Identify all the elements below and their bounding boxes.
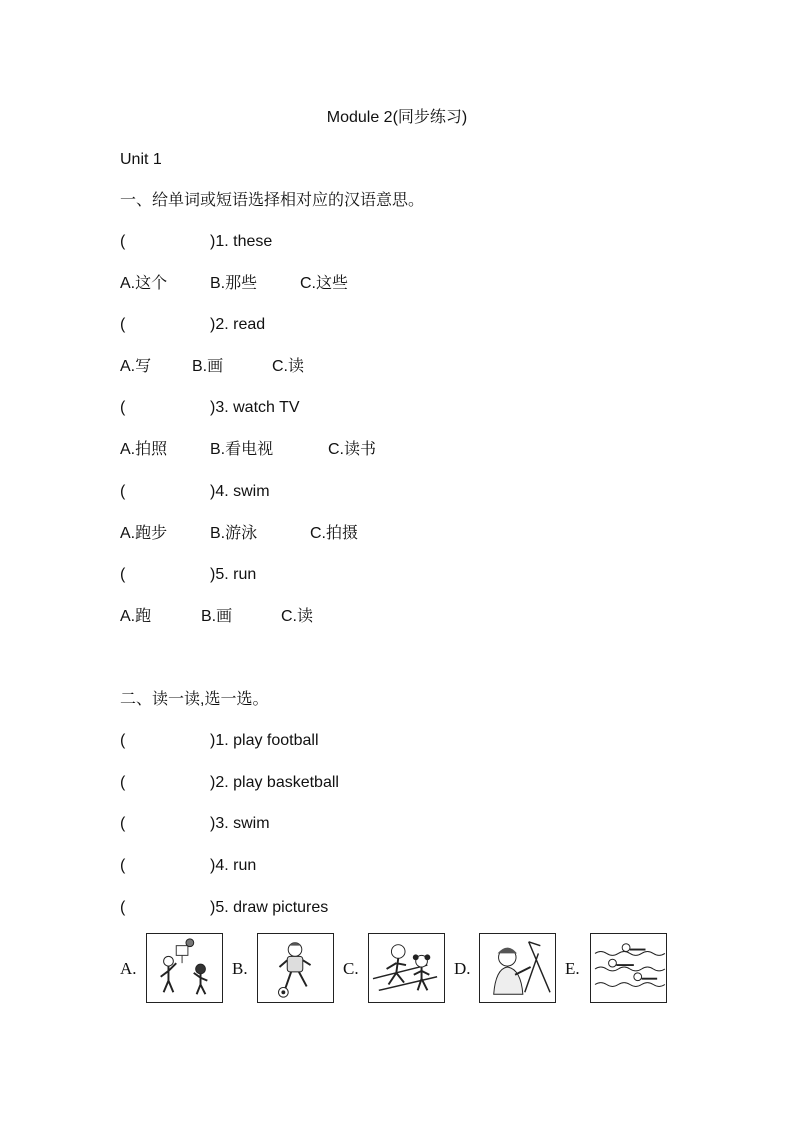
swimmers-icon: [591, 934, 666, 1002]
question-text: )4. swim: [210, 483, 270, 500]
option-c[interactable]: C.读: [281, 608, 314, 625]
answer-blank-open: (: [120, 316, 126, 333]
answer-blank-open: (: [120, 899, 126, 916]
option-a[interactable]: A.这个: [120, 275, 168, 292]
option-a[interactable]: A.拍照: [120, 441, 168, 458]
option-b[interactable]: B.那些: [210, 275, 258, 292]
answer-blank-open: (: [120, 732, 126, 749]
unit-label: Unit 1: [120, 151, 162, 168]
option-b[interactable]: B.游泳: [210, 525, 258, 542]
option-a[interactable]: A.跑步: [120, 525, 168, 542]
answer-blank-open: (: [120, 857, 126, 874]
picture-a[interactable]: [146, 933, 223, 1003]
option-a[interactable]: A.写: [120, 358, 152, 375]
picture-label-e: E.: [565, 959, 580, 978]
answer-blank-open: (: [120, 815, 126, 832]
answer-blank-open: (: [120, 483, 126, 500]
football-player-icon: [258, 934, 333, 1002]
s2-question-5[interactable]: [120, 898, 520, 918]
picture-c[interactable]: [368, 933, 445, 1003]
option-c[interactable]: C.拍摄: [310, 525, 359, 542]
picture-b[interactable]: [257, 933, 334, 1003]
question-text: )5. draw pictures: [210, 899, 329, 916]
option-c[interactable]: C.读书: [328, 441, 377, 458]
s2-question-3[interactable]: [120, 814, 520, 834]
girl-drawing-icon: [480, 934, 555, 1002]
picture-e[interactable]: [590, 933, 667, 1003]
option-a[interactable]: A.跑: [120, 608, 152, 625]
section1-heading: 一、给单词或短语选择相对应的汉语意思。: [120, 192, 425, 209]
answer-blank-open: (: [120, 233, 126, 250]
question-text: )3. swim: [210, 815, 270, 832]
page-title: Module 2(同步练习): [326, 109, 468, 126]
option-c[interactable]: C.读: [272, 358, 305, 375]
s1-question-5[interactable]: [120, 565, 520, 585]
picture-d[interactable]: [479, 933, 556, 1003]
s2-question-4[interactable]: [120, 856, 520, 876]
s1-question-4[interactable]: [120, 482, 520, 502]
runners-icon: [369, 934, 444, 1002]
picture-label-c: C.: [343, 959, 359, 978]
question-text: )5. run: [210, 566, 257, 583]
answer-blank-open: (: [120, 566, 126, 583]
question-text: )2. read: [210, 316, 266, 333]
basketball-players-icon: [147, 934, 222, 1002]
s1-question-1[interactable]: [120, 232, 520, 252]
picture-label-d: D.: [454, 959, 471, 978]
option-c[interactable]: C.这些: [300, 275, 349, 292]
s1-question-2[interactable]: [120, 315, 520, 335]
question-text: )4. run: [210, 857, 257, 874]
picture-label-a: A.: [120, 959, 137, 978]
s1-question-3[interactable]: [120, 398, 520, 418]
question-text: )1. these: [210, 233, 273, 250]
question-text: )3. watch TV: [210, 399, 300, 416]
s2-question-2[interactable]: [120, 773, 520, 793]
question-text: )1. play football: [210, 732, 319, 749]
answer-blank-open: (: [120, 774, 126, 791]
s2-question-1[interactable]: [120, 731, 520, 751]
picture-label-b: B.: [232, 959, 248, 978]
section2-heading: 二、读一读,选一选。: [120, 691, 269, 708]
option-b[interactable]: B.画: [201, 608, 233, 625]
answer-blank-open: (: [120, 399, 126, 416]
question-text: )2. play basketball: [210, 774, 339, 791]
option-b[interactable]: B.看电视: [210, 441, 274, 458]
option-b[interactable]: B.画: [192, 358, 224, 375]
